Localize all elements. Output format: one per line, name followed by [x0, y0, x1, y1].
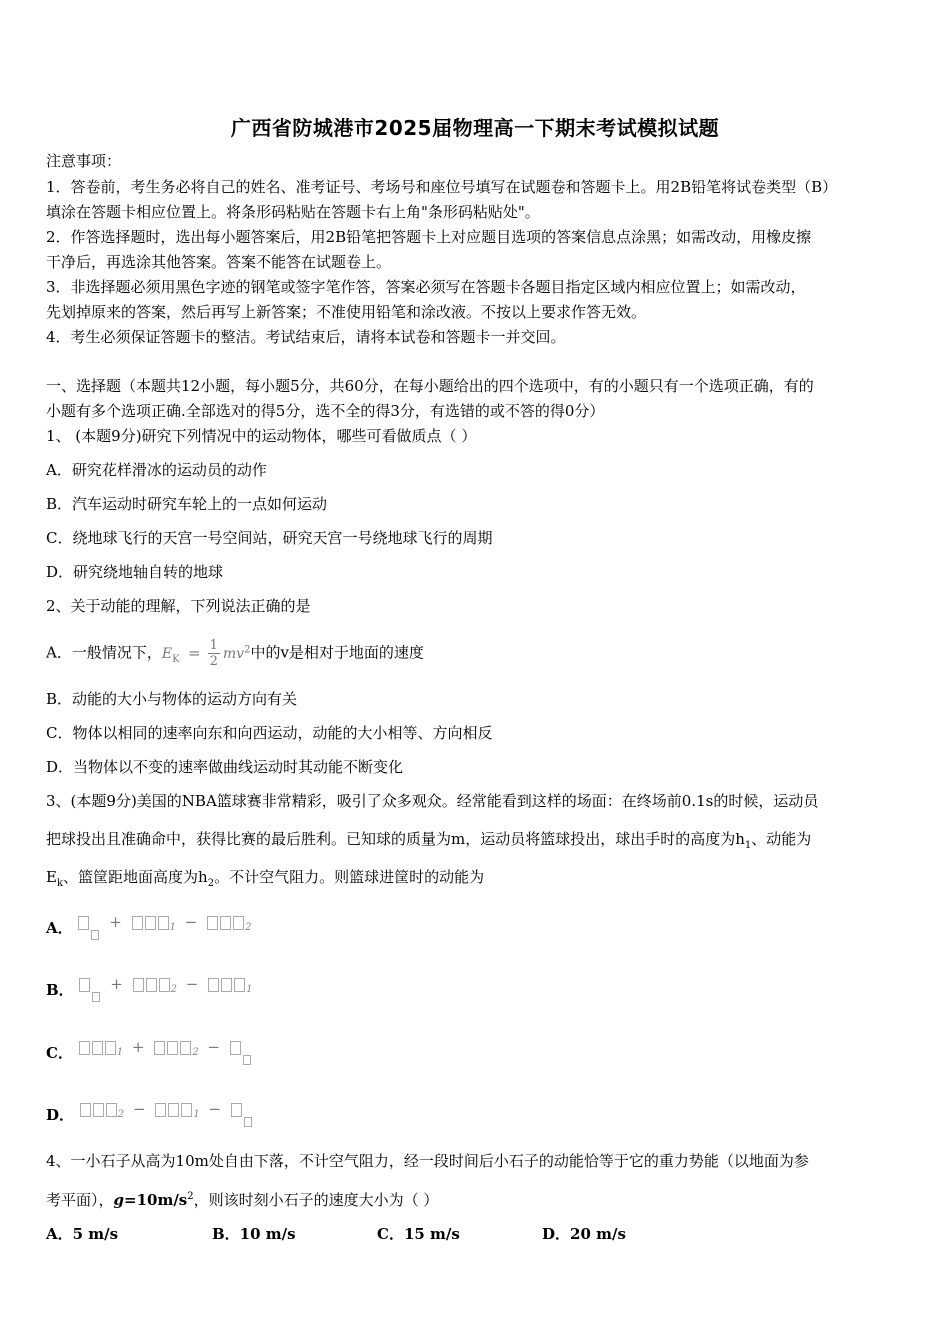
missing-glyph-icon [80, 1103, 91, 1117]
notice-item: 填涂在答题卡相应位置上。将条形码粘贴在答题卡右上角"条形码粘贴处"。 [46, 203, 540, 221]
missing-glyph-icon [145, 916, 156, 930]
formula-subscript: 1 [169, 922, 176, 933]
formula-image [79, 1100, 253, 1118]
option-label: D． [46, 1106, 75, 1124]
missing-glyph-icon [220, 916, 231, 930]
page-title: 广西省防城港市2025届物理高一下期末考试模拟试题 [230, 116, 720, 140]
missing-glyph-icon [167, 1041, 178, 1055]
missing-glyph-icon [146, 978, 157, 992]
stem-text: 把球投出且准确命中，获得比赛的最后胜利。已知球的质量为m，运动员将篮球投出，球出手时的高度为h [46, 830, 745, 848]
missing-glyph-icon [208, 978, 219, 992]
fraction-numerator: 1 [209, 638, 218, 654]
question-4-option-a: A．5 m/s [46, 1225, 119, 1243]
formula-operator: + [131, 1038, 145, 1056]
missing-glyph-icon [132, 916, 143, 930]
question-4-option-c: C．15 m/s [377, 1225, 460, 1243]
subscript: k [56, 878, 64, 889]
missing-glyph-icon [79, 1041, 90, 1055]
missing-glyph-icon [79, 978, 90, 992]
question-3-option-d [46, 1097, 908, 1127]
notice-item: 干净后，再选涂其他答案。答案不能答在试题卷上。 [46, 253, 392, 271]
question-1-option-a: A．研究花样滑冰的运动员的动作 [46, 461, 267, 479]
question-1-stem: 1、 (本题9分)研究下列情况中的运动物体，哪些可看做质点（ ） [46, 427, 477, 445]
missing-glyph-icon [91, 930, 99, 940]
question-4-stem-line [46, 1188, 908, 1209]
formula-subscript: 1 [193, 1109, 200, 1120]
missing-glyph-icon [243, 1055, 251, 1065]
formula-subscript: 1 [116, 1047, 124, 1058]
missing-glyph-icon [231, 1103, 242, 1117]
question-3-option-a [46, 910, 908, 940]
missing-glyph-icon [92, 1041, 103, 1055]
question-3-stem-line [46, 868, 908, 893]
kinetic-energy-formula [161, 638, 251, 670]
missing-glyph-icon [158, 916, 169, 930]
stem-text: =10m/s [124, 1191, 188, 1209]
notice-item: 先划掉原来的答案，然后再写上新答案；不准使用铅笔和涂改液。不按以上要求作答无效。 [46, 303, 647, 321]
notice-item: 3．非选择题必须用黑色字迹的钢笔或签字笔作答，答案必须写在答题卡各题目指定区域内相应位置上；如需改动， [46, 278, 806, 296]
section-heading: 一、选择题（本题共12小题，每小题5分，共60分，在每小题给出的四个选项中，有的小题只有一个选项正确，有的 [46, 377, 814, 395]
stem-text: 、篮筐距地面高度为h [63, 868, 208, 886]
option-text: A．一般情况下， [46, 643, 162, 662]
formula-symbol: E [161, 645, 173, 662]
fraction [208, 638, 220, 669]
question-2-option-a [46, 630, 908, 670]
option-text: 中的v是相对于地面的速度 [250, 643, 424, 662]
option-label: A． [46, 919, 73, 937]
missing-glyph-icon [159, 978, 170, 992]
missing-glyph-icon [181, 1103, 192, 1117]
formula-image [78, 1038, 252, 1056]
formula-subscript: 2 [170, 984, 177, 995]
question-3-stem-line [46, 830, 908, 855]
formula-subscript: K [172, 653, 180, 665]
notice-item: 1．答卷前，考生务必将自己的姓名、准考证号、考场号和座位号填写在试题卷和答题卡上。用2B铅笔将试卷类型（B） [46, 178, 838, 196]
missing-glyph-icon [92, 992, 100, 1002]
missing-glyph-icon [93, 1103, 104, 1117]
notice-item: 4．考生必须保证答题卡的整洁。考试结束后，请将本试卷和答题卡一并交回。 [46, 328, 566, 346]
missing-glyph-icon [180, 1041, 191, 1055]
formula-image [78, 975, 252, 993]
missing-glyph-icon [234, 978, 245, 992]
question-3-stem-line: 3、(本题9分)美国的NBA篮球赛非常精彩，吸引了众多观众。经常能看到这样的场面：在终场前0.1s的时候，运动员 [46, 792, 819, 810]
formula-operator: + [110, 975, 123, 993]
formula-operator: − [184, 913, 198, 931]
missing-glyph-icon [221, 978, 232, 992]
missing-glyph-icon [233, 916, 244, 930]
question-2-option-d: D．当物体以不变的速率做曲线运动时其动能不断变化 [46, 758, 404, 776]
missing-glyph-icon [244, 1117, 252, 1127]
question-1-option-d: D．研究绕地轴自转的地球 [46, 563, 224, 581]
stem-text: E [46, 868, 57, 886]
formula-subscript: 1 [246, 984, 253, 995]
question-3-option-c [46, 1035, 908, 1065]
formula-image [77, 913, 251, 931]
missing-glyph-icon [154, 1041, 165, 1055]
stem-text: g [113, 1191, 125, 1209]
formula-subscript: 2 [192, 1047, 199, 1058]
question-2-option-c: C．物体以相同的速率向东和向西运动，动能的大小相等、方向相反 [46, 724, 493, 742]
formula-operator: − [208, 1100, 222, 1118]
stem-text: 、动能为 [751, 830, 812, 848]
missing-glyph-icon [207, 916, 218, 930]
stem-text: 考平面）， [46, 1191, 114, 1209]
missing-glyph-icon [155, 1103, 166, 1117]
option-label: C． [46, 1044, 73, 1062]
question-2-stem: 2、关于动能的理解，下列说法正确的是 [46, 597, 311, 615]
question-1-option-c: C．绕地球飞行的天宫一号空间站，研究天宫一号绕地球飞行的周期 [46, 529, 493, 547]
missing-glyph-icon [168, 1103, 179, 1117]
question-4-option-b: B．10 m/s [212, 1225, 296, 1243]
formula-operator: − [207, 1038, 220, 1056]
question-3-option-b [46, 972, 908, 1002]
formula-subscript: 2 [245, 922, 252, 933]
section-heading: 小题有多个选项正确.全部选对的得5分，选不全的得3分，有选错的或不答的得0分） [46, 402, 605, 420]
missing-glyph-icon [106, 1103, 117, 1117]
notice-item: 2．作答选择题时，选出每小题答案后，用2B铅笔把答题卡上对应题目选项的答案信息点涂黑；如需改动，用橡皮擦 [46, 228, 812, 246]
formula-operator: − [132, 1100, 146, 1118]
stem-text: ，则该时刻小石子的速度大小为（ ） [193, 1191, 439, 1209]
question-4-stem-line: 4、一小石子从高为10m处自由下落，不计空气阻力，经一段时间后小石子的动能恰等于它的重力势能（以地面为参 [46, 1152, 809, 1170]
formula-symbol: mv [222, 645, 245, 662]
option-label: B． [46, 981, 74, 999]
question-4-option-d: D．20 m/s [542, 1225, 626, 1243]
notice-heading: 注意事项： [46, 152, 122, 170]
formula-superscript: 2 [244, 644, 251, 655]
subscript: 1 [744, 840, 752, 851]
formula-operator: − [185, 975, 199, 993]
missing-glyph-icon [230, 1041, 241, 1055]
formula-operator: + [109, 913, 122, 931]
formula-operator: = [188, 643, 201, 662]
missing-glyph-icon [133, 978, 144, 992]
subscript: 2 [207, 878, 215, 889]
missing-glyph-icon [78, 916, 89, 930]
formula-subscript: 2 [117, 1109, 125, 1120]
question-1-option-b: B．汽车运动时研究车轮上的一点如何运动 [46, 495, 328, 513]
stem-text: 。不计空气阻力。则篮球进筐时的动能为 [214, 868, 485, 886]
missing-glyph-icon [105, 1041, 116, 1055]
superscript: 2 [187, 1191, 194, 1202]
question-2-option-b: B．动能的大小与物体的运动方向有关 [46, 690, 298, 708]
fraction-denominator: 2 [209, 654, 218, 670]
